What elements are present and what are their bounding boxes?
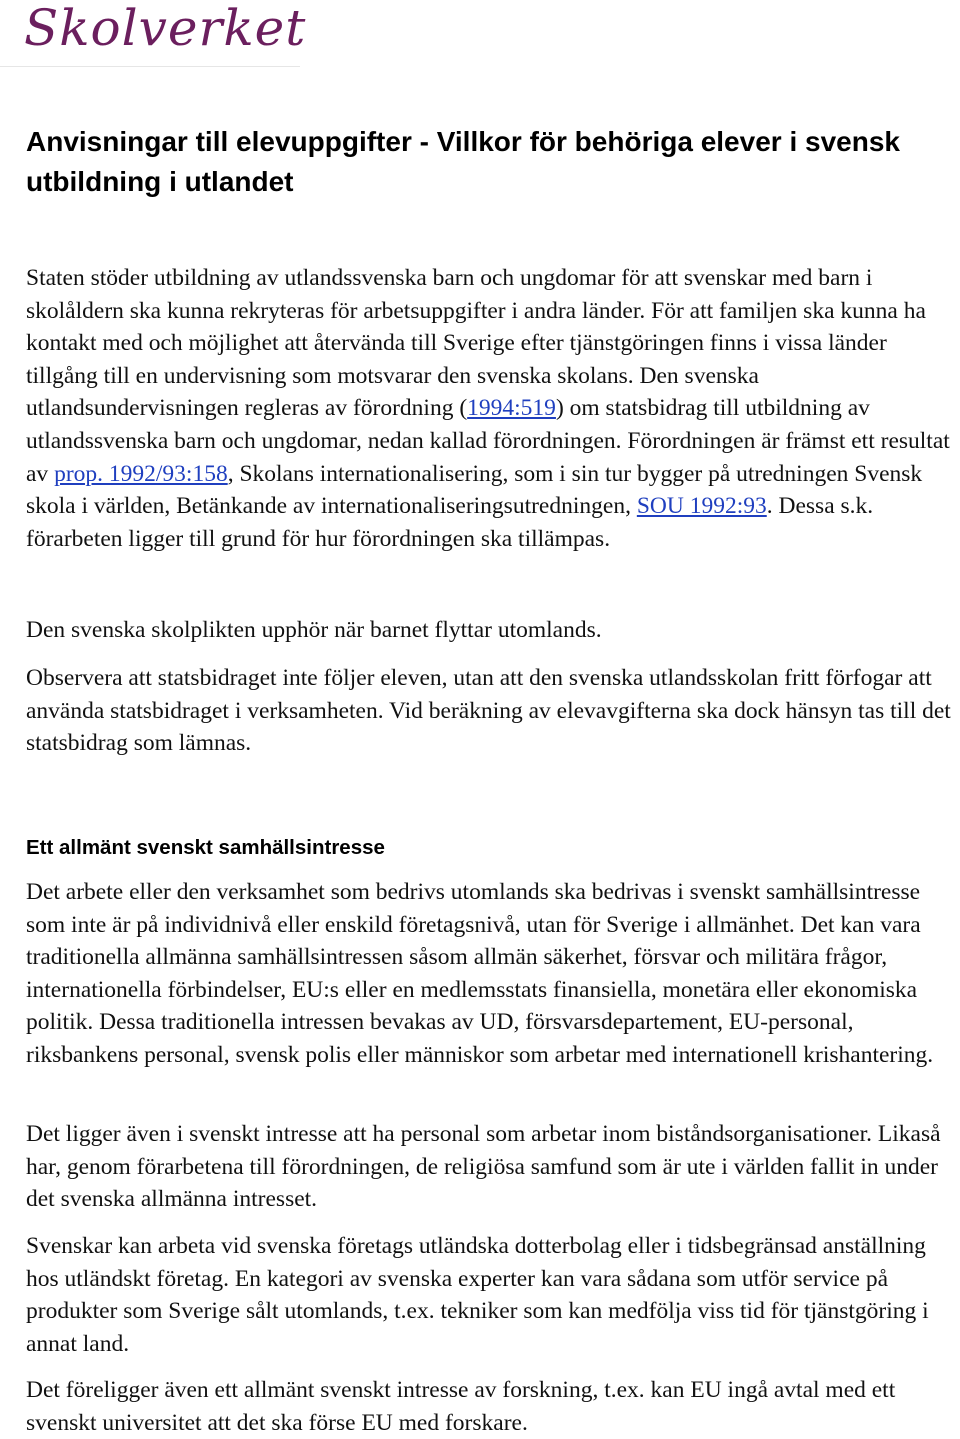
intro-text-a: Staten stöder utbildning av utlandssvenska barn och ungdomar för att svenskar med barn i skolåldern ska kunna rekryteras för arbetsuppgifter i andra länder. För att familjen ska kunna ha kontakt med och möjlighet att återvända till Sverige efter tjänstgöringen finns i vissa länder tillgång till en undervisning som motsvarar den svenska skolans. Den svenska utlandsundervisningen regleras av förordning ( xyxy=(26,265,926,422)
link-forordning-1994-519[interactable]: 1994:519 xyxy=(467,395,556,422)
skolverket-logo: Skolverket xyxy=(24,0,307,57)
logo-divider xyxy=(0,66,300,67)
statsbidrag-paragraph: Observera att statsbidraget inte följer eleven, utan att den svenska utlandsskolan fritt förfogar att använda statsbidraget i verksamheten. Vid beräkning av elevavgifterna ska dock hänsyn tas till det statsbidrag som lämnas. xyxy=(26,665,951,757)
intro-text-c: , Skolans internationalisering, som i sin tur bygger på utredningen Svensk skola i världen, Betänkande av internationaliseringsutredningen, xyxy=(26,460,923,520)
section-paragraph-4: Det föreligger även ett allmänt svenskt intresse av forskning, t.ex. kan EU ingå avtal med ett svenskt universitet att det ska förse EU med forskare. xyxy=(26,1377,896,1436)
intro-text-d: . Dessa s.k. förarbeten ligger till grund för hur förordningen ska tillämpas. xyxy=(26,493,874,552)
section-paragraph-3: Svenskar kan arbeta vid svenska företags utländska dotterbolag eller i tidsbegränsad anställning hos utländskt företag. En kategori av svenska experter kan vara sådana som utför service på produkter som Sverige sålt utomlands, t.ex. tekniker som kan medfölja viss tid för tjänstgöring i annat land. xyxy=(26,1233,929,1357)
section-heading: Ett allmänt svenskt samhällsintresse xyxy=(26,836,385,859)
page-title: Anvisningar till elevuppgifter - Villkor för behöriga elever i svensk utbildning i utlandet xyxy=(26,126,900,197)
link-sou-1992-93[interactable]: SOU 1992:93 xyxy=(636,493,767,520)
link-prop-1992-93-158[interactable]: prop. 1992/93:158 xyxy=(54,460,228,487)
section-paragraph-1: Det arbete eller den verksamhet som bedrivs utomlands ska bedrivas i svenskt samhällsintresse som inte är på individnivå eller enskild företagsnivå, utan för Sverige i allmänhet. Det kan vara traditionella allmänna samhällsintressen såsom allmän säkerhet, försvar och militära frågor, internationella förbindelser, EU:s eller en medlemsstats finansiella, monetära eller ekonomiska politik. Dessa traditionella intressen bevakas av UD, försvarsdepartement, EU-personal, riksbankens personal, svensk polis eller människor som arbetar med internationell krishantering. xyxy=(26,879,934,1068)
intro-paragraph xyxy=(26,262,956,555)
intro-text-b: ) om statsbidrag till utbildning av utlandssvenska barn och ungdomar, nedan kallad förordningen. Förordningen är främst ett resultat av xyxy=(26,395,950,487)
skolplikt-paragraph: Den svenska skolplikten upphör när barnet flyttar utomlands. xyxy=(26,617,602,643)
section-paragraph-2: Det ligger även i svenskt intresse att ha personal som arbetar inom biståndsorganisationer. Likaså har, genom förarbetena till förordningen, de religiösa samfund som är ute i världen fallit in under det svenska allmänna intresset. xyxy=(26,1121,941,1213)
